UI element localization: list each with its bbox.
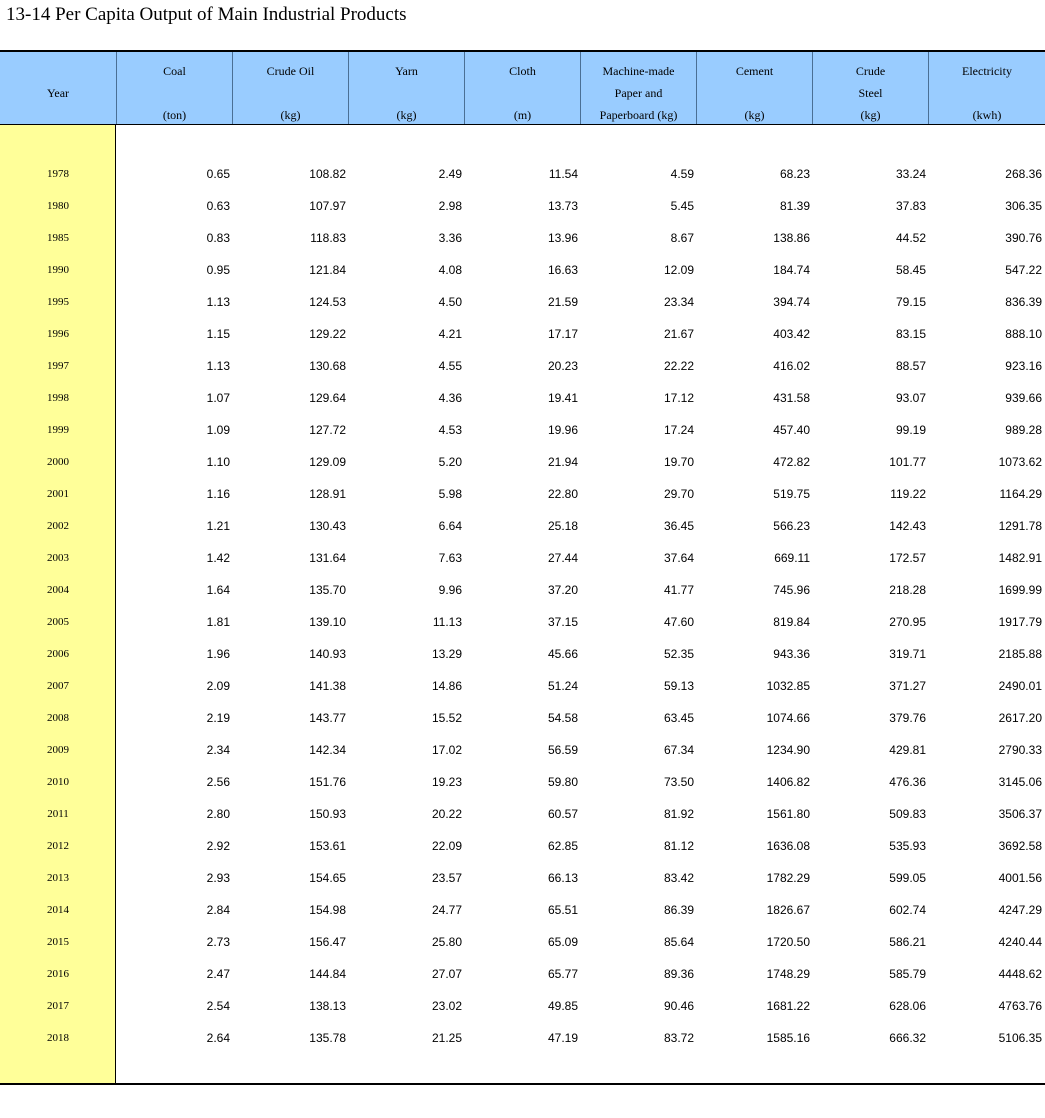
year-cell: 2012: [47, 840, 69, 852]
page-title: 13-14 Per Capita Output of Main Industrial Products: [6, 4, 407, 25]
yarn-cell: 23.57: [431, 871, 462, 885]
year-cell: 2009: [47, 744, 69, 756]
yarn-cell: 3.36: [438, 231, 462, 245]
electricity-cell: 989.28: [1005, 423, 1042, 437]
crude-steel-cell: 33.24: [895, 167, 926, 181]
yarn-cell: 24.77: [431, 903, 462, 917]
year-cell: 2006: [47, 648, 69, 660]
coal-cell: 1.21: [206, 519, 230, 533]
year-cell: 2003: [47, 552, 69, 564]
electricity-cell: 5106.35: [998, 1031, 1042, 1045]
cloth-cell: 13.73: [547, 199, 578, 213]
coal-cell: 1.42: [206, 551, 230, 565]
paper-cell: 37.64: [663, 551, 694, 565]
electricity-cell: 2790.33: [998, 743, 1042, 757]
cement-cell: 1681.22: [766, 999, 810, 1013]
electricity-cell: 547.22: [1005, 263, 1042, 277]
year-cell: 1995: [47, 296, 69, 308]
paper-cell: 59.13: [663, 679, 694, 693]
cement-cell: 943.36: [773, 647, 810, 661]
cement-cell: 68.23: [779, 167, 810, 181]
cement-cell: 457.40: [773, 423, 810, 437]
cement-cell: 745.96: [773, 583, 810, 597]
crude-oil-cell: 118.83: [310, 231, 346, 245]
coal-cell: 0.83: [206, 231, 230, 245]
yarn-cell: 4.55: [438, 359, 462, 373]
electricity-cell: 939.66: [1005, 391, 1042, 405]
yarn-cell: 14.86: [431, 679, 462, 693]
yarn-cell: 4.08: [438, 263, 462, 277]
electricity-cell: 3145.06: [998, 775, 1042, 789]
bottom-rule: [0, 1083, 1045, 1085]
cement-cell: 431.58: [773, 391, 810, 405]
cloth-cell: 22.80: [547, 487, 578, 501]
electricity-cell: 390.76: [1005, 231, 1042, 245]
paper-cell: 81.12: [663, 839, 694, 853]
cement-cell: 416.02: [773, 359, 810, 373]
crude-steel-cell: 535.93: [889, 839, 926, 853]
cloth-cell: 21.94: [547, 455, 578, 469]
yarn-cell: 2.49: [438, 167, 462, 181]
coal-cell: 2.92: [206, 839, 230, 853]
cement-cell: 1782.29: [766, 871, 810, 885]
coal-cell: 2.09: [206, 679, 230, 693]
year-cell: 2000: [47, 456, 69, 468]
cement-cell: 566.23: [773, 519, 810, 533]
yarn-cell: 21.25: [431, 1031, 462, 1045]
yarn-cell: 19.23: [431, 775, 462, 789]
cement-cell: 394.74: [773, 295, 810, 309]
coal-cell: 0.65: [206, 167, 230, 181]
header-crude-oil: Crude Oil (kg): [233, 52, 349, 124]
table-row: [0, 541, 1045, 573]
paper-cell: 90.46: [663, 999, 694, 1013]
table-row: [0, 445, 1045, 477]
crude-steel-cell: 58.45: [895, 263, 926, 277]
crude-oil-cell: 129.09: [309, 455, 346, 469]
cement-cell: 1074.66: [766, 711, 810, 725]
cement-cell: 1561.80: [766, 807, 810, 821]
year-cell: 2008: [47, 712, 69, 724]
cloth-cell: 47.19: [547, 1031, 578, 1045]
crude-steel-cell: 476.36: [889, 775, 926, 789]
table-row: [0, 349, 1045, 381]
crude-steel-cell: 666.32: [889, 1031, 926, 1045]
crude-oil-cell: 151.76: [309, 775, 346, 789]
cloth-cell: 66.13: [547, 871, 578, 885]
header-yarn: Yarn (kg): [349, 52, 465, 124]
year-cell: 1978: [47, 168, 69, 180]
electricity-cell: 268.36: [1005, 167, 1042, 181]
table-row: [0, 797, 1045, 829]
year-cell: 2016: [47, 968, 69, 980]
paper-cell: 5.45: [670, 199, 694, 213]
crude-steel-cell: 79.15: [895, 295, 926, 309]
cement-cell: 519.75: [773, 487, 810, 501]
cement-cell: 1720.50: [766, 935, 810, 949]
paper-cell: 17.12: [663, 391, 694, 405]
crude-oil-cell: 129.22: [309, 327, 346, 341]
table-row: [0, 1021, 1045, 1053]
yarn-cell: 7.63: [438, 551, 462, 565]
electricity-cell: 1073.62: [998, 455, 1042, 469]
cement-cell: 819.84: [773, 615, 810, 629]
crude-oil-cell: 154.65: [309, 871, 346, 885]
electricity-cell: 4448.62: [998, 967, 1042, 981]
crude-steel-cell: 101.77: [889, 455, 926, 469]
coal-cell: 2.34: [206, 743, 230, 757]
year-cell: 2005: [47, 616, 69, 628]
yarn-cell: 27.07: [431, 967, 462, 981]
crude-steel-cell: 585.79: [889, 967, 926, 981]
crude-oil-cell: 142.34: [309, 743, 346, 757]
table-row: [0, 317, 1045, 349]
electricity-cell: 1699.99: [998, 583, 1042, 597]
crude-steel-cell: 379.76: [889, 711, 926, 725]
crude-steel-cell: 270.95: [889, 615, 926, 629]
electricity-cell: 3506.37: [998, 807, 1042, 821]
table-row: [0, 861, 1045, 893]
cement-cell: 1234.90: [766, 743, 810, 757]
cement-cell: 138.86: [773, 231, 810, 245]
electricity-cell: 1917.79: [998, 615, 1042, 629]
paper-cell: 36.45: [663, 519, 694, 533]
paper-cell: 85.64: [663, 935, 694, 949]
cloth-cell: 20.23: [547, 359, 578, 373]
crude-oil-cell: 150.93: [309, 807, 346, 821]
year-cell: 1998: [47, 392, 69, 404]
year-cell: 1990: [47, 264, 69, 276]
table-row: [0, 893, 1045, 925]
year-cell: 2001: [47, 488, 69, 500]
electricity-cell: 888.10: [1005, 327, 1042, 341]
crude-oil-cell: 124.53: [309, 295, 346, 309]
paper-cell: 47.60: [663, 615, 694, 629]
electricity-cell: 2490.01: [998, 679, 1042, 693]
coal-cell: 1.96: [206, 647, 230, 661]
header-cement: Cement (kg): [697, 52, 813, 124]
cement-cell: 1406.82: [766, 775, 810, 789]
crude-oil-cell: 129.64: [309, 391, 346, 405]
crude-steel-cell: 99.19: [895, 423, 926, 437]
cement-cell: 472.82: [773, 455, 810, 469]
crude-oil-cell: 138.13: [309, 999, 346, 1013]
table-row: [0, 957, 1045, 989]
paper-cell: 86.39: [663, 903, 694, 917]
table-row: [0, 989, 1045, 1021]
table-row: [0, 637, 1045, 669]
electricity-cell: 923.16: [1005, 359, 1042, 373]
table-row: [0, 413, 1045, 445]
coal-cell: 1.07: [206, 391, 230, 405]
crude-oil-cell: 121.84: [309, 263, 346, 277]
yarn-cell: 4.50: [438, 295, 462, 309]
cloth-cell: 56.59: [547, 743, 578, 757]
crude-oil-cell: 127.72: [309, 423, 346, 437]
coal-cell: 2.84: [206, 903, 230, 917]
cement-cell: 1585.16: [766, 1031, 810, 1045]
cement-cell: 184.74: [773, 263, 810, 277]
crude-steel-cell: 142.43: [889, 519, 926, 533]
crude-oil-cell: 135.70: [309, 583, 346, 597]
crude-oil-cell: 128.91: [309, 487, 346, 501]
yarn-cell: 11.13: [432, 615, 462, 629]
crude-oil-cell: 131.64: [309, 551, 346, 565]
crude-steel-cell: 509.83: [889, 807, 926, 821]
yarn-cell: 15.52: [431, 711, 462, 725]
year-cell: 1999: [47, 424, 69, 436]
paper-cell: 21.67: [663, 327, 694, 341]
table-body: [0, 157, 1045, 1053]
crude-oil-cell: 140.93: [309, 647, 346, 661]
cloth-cell: 59.80: [547, 775, 578, 789]
paper-cell: 83.72: [663, 1031, 694, 1045]
electricity-cell: 1291.78: [998, 519, 1042, 533]
electricity-cell: 4247.29: [998, 903, 1042, 917]
cement-cell: 403.42: [773, 327, 810, 341]
header-paper: Machine-made Paper and Paperboard (kg): [581, 52, 697, 124]
year-cell: 2002: [47, 520, 69, 532]
year-cell: 2014: [47, 904, 69, 916]
crude-steel-cell: 218.28: [889, 583, 926, 597]
paper-cell: 22.22: [663, 359, 694, 373]
header-crude-steel: Crude Steel (kg): [813, 52, 929, 124]
paper-cell: 8.67: [670, 231, 694, 245]
yarn-cell: 6.64: [438, 519, 462, 533]
crude-steel-cell: 93.07: [895, 391, 926, 405]
electricity-cell: 2185.88: [998, 647, 1042, 661]
coal-cell: 1.13: [206, 359, 230, 373]
coal-cell: 1.15: [206, 327, 230, 341]
paper-cell: 67.34: [663, 743, 694, 757]
cloth-cell: 60.57: [547, 807, 578, 821]
crude-oil-cell: 108.82: [309, 167, 346, 181]
cement-cell: 1826.67: [766, 903, 810, 917]
year-cell: 2011: [47, 808, 69, 820]
crude-steel-cell: 37.83: [895, 199, 926, 213]
electricity-cell: 4763.76: [998, 999, 1042, 1013]
yarn-cell: 4.36: [438, 391, 462, 405]
paper-cell: 29.70: [663, 487, 694, 501]
coal-cell: 1.64: [206, 583, 230, 597]
cloth-cell: 45.66: [547, 647, 578, 661]
yarn-cell: 20.22: [431, 807, 462, 821]
coal-cell: 2.93: [206, 871, 230, 885]
crude-steel-cell: 429.81: [889, 743, 926, 757]
crude-steel-cell: 628.06: [889, 999, 926, 1013]
electricity-cell: 1482.91: [998, 551, 1042, 565]
coal-cell: 1.81: [206, 615, 230, 629]
table-row: [0, 253, 1045, 285]
crude-steel-cell: 83.15: [895, 327, 926, 341]
electricity-cell: 836.39: [1005, 295, 1042, 309]
table-row: [0, 477, 1045, 509]
crude-steel-cell: 586.21: [889, 935, 926, 949]
yarn-cell: 4.21: [438, 327, 462, 341]
table-row: [0, 573, 1045, 605]
cloth-cell: 25.18: [547, 519, 578, 533]
header-year: Year: [0, 52, 117, 124]
yarn-cell: 23.02: [431, 999, 462, 1013]
yarn-cell: 5.98: [438, 487, 462, 501]
cloth-cell: 54.58: [547, 711, 578, 725]
year-cell: 2010: [47, 776, 69, 788]
coal-cell: 2.73: [206, 935, 230, 949]
cement-cell: 1636.08: [766, 839, 810, 853]
table-header: [0, 52, 1045, 124]
cloth-cell: 21.59: [547, 295, 578, 309]
coal-cell: 2.64: [206, 1031, 230, 1045]
coal-cell: 0.95: [206, 263, 230, 277]
table-row: [0, 285, 1045, 317]
yarn-cell: 4.53: [438, 423, 462, 437]
year-cell: 2004: [47, 584, 69, 596]
table-row: [0, 605, 1045, 637]
year-cell: 2015: [47, 936, 69, 948]
yarn-cell: 17.02: [431, 743, 462, 757]
paper-cell: 4.59: [670, 167, 694, 181]
cloth-cell: 11.54: [548, 167, 578, 181]
crude-steel-cell: 88.57: [895, 359, 926, 373]
table-row: [0, 925, 1045, 957]
yarn-cell: 22.09: [431, 839, 462, 853]
crude-oil-cell: 141.38: [309, 679, 346, 693]
cloth-cell: 19.41: [547, 391, 578, 405]
table-row: [0, 829, 1045, 861]
paper-cell: 63.45: [663, 711, 694, 725]
electricity-cell: 4001.56: [998, 871, 1042, 885]
table-row: [0, 157, 1045, 189]
year-cell: 1997: [47, 360, 69, 372]
cloth-cell: 65.77: [547, 967, 578, 981]
crude-steel-cell: 44.52: [895, 231, 926, 245]
paper-cell: 81.92: [663, 807, 694, 821]
yarn-cell: 9.96: [438, 583, 462, 597]
cement-cell: 1748.29: [766, 967, 810, 981]
paper-cell: 17.24: [663, 423, 694, 437]
crude-steel-cell: 119.22: [890, 487, 926, 501]
paper-cell: 41.77: [663, 583, 694, 597]
table-row: [0, 189, 1045, 221]
yarn-cell: 2.98: [438, 199, 462, 213]
crude-oil-cell: 130.43: [309, 519, 346, 533]
cloth-cell: 37.15: [547, 615, 578, 629]
year-cell: 2017: [47, 1000, 69, 1012]
table-row: [0, 669, 1045, 701]
table-row: [0, 221, 1045, 253]
cloth-cell: 19.96: [547, 423, 578, 437]
electricity-cell: 306.35: [1005, 199, 1042, 213]
header-rule: [0, 124, 1045, 125]
table-row: [0, 381, 1045, 413]
paper-cell: 23.34: [663, 295, 694, 309]
paper-cell: 52.35: [663, 647, 694, 661]
electricity-cell: 4240.44: [998, 935, 1042, 949]
header-cloth: Cloth (m): [465, 52, 581, 124]
crude-oil-cell: 153.61: [309, 839, 346, 853]
coal-cell: 1.13: [206, 295, 230, 309]
crude-steel-cell: 602.74: [889, 903, 926, 917]
coal-cell: 2.56: [206, 775, 230, 789]
cement-cell: 1032.85: [766, 679, 810, 693]
crude-steel-cell: 319.71: [889, 647, 926, 661]
year-cell: 1985: [47, 232, 69, 244]
cloth-cell: 51.24: [547, 679, 578, 693]
crude-oil-cell: 130.68: [309, 359, 346, 373]
paper-cell: 19.70: [663, 455, 694, 469]
cloth-cell: 16.63: [547, 263, 578, 277]
electricity-cell: 3692.58: [998, 839, 1042, 853]
cloth-cell: 49.85: [547, 999, 578, 1013]
crude-oil-cell: 143.77: [309, 711, 346, 725]
yarn-cell: 13.29: [431, 647, 462, 661]
cement-cell: 81.39: [779, 199, 810, 213]
electricity-cell: 2617.20: [998, 711, 1042, 725]
cloth-cell: 62.85: [547, 839, 578, 853]
yarn-cell: 5.20: [438, 455, 462, 469]
coal-cell: 1.09: [206, 423, 230, 437]
coal-cell: 2.19: [206, 711, 230, 725]
crude-oil-cell: 156.47: [309, 935, 346, 949]
header-electricity: Electricity (kwh): [962, 64, 1012, 122]
table-row: [0, 701, 1045, 733]
paper-cell: 83.42: [663, 871, 694, 885]
crude-steel-cell: 371.27: [889, 679, 926, 693]
cloth-cell: 13.96: [547, 231, 578, 245]
cement-cell: 669.11: [774, 551, 810, 565]
coal-cell: 2.80: [206, 807, 230, 821]
crude-oil-cell: 135.78: [309, 1031, 346, 1045]
year-cell: 2013: [47, 872, 69, 884]
crude-oil-cell: 107.97: [309, 199, 346, 213]
coal-cell: 2.47: [206, 967, 230, 981]
crude-steel-cell: 599.05: [889, 871, 926, 885]
paper-cell: 73.50: [663, 775, 694, 789]
table-row: [0, 765, 1045, 797]
coal-cell: 1.16: [206, 487, 230, 501]
paper-cell: 12.09: [663, 263, 694, 277]
crude-oil-cell: 139.10: [309, 615, 346, 629]
electricity-cell: 1164.29: [999, 487, 1042, 501]
cloth-cell: 65.09: [547, 935, 578, 949]
coal-cell: 0.63: [206, 199, 230, 213]
year-cell: 1980: [47, 200, 69, 212]
paper-cell: 89.36: [663, 967, 694, 981]
crude-steel-cell: 172.57: [889, 551, 926, 565]
cloth-cell: 17.17: [547, 327, 578, 341]
yarn-cell: 25.80: [431, 935, 462, 949]
cloth-cell: 65.51: [547, 903, 578, 917]
year-cell: 2018: [47, 1032, 69, 1044]
table-row: [0, 733, 1045, 765]
coal-cell: 1.10: [206, 455, 230, 469]
coal-cell: 2.54: [206, 999, 230, 1013]
cloth-cell: 27.44: [547, 551, 578, 565]
table-row: [0, 509, 1045, 541]
crude-oil-cell: 154.98: [309, 903, 346, 917]
year-cell: 1996: [47, 328, 69, 340]
crude-oil-cell: 144.84: [309, 967, 346, 981]
header-coal: Coal (ton): [117, 52, 233, 124]
year-cell: 2007: [47, 680, 69, 692]
cloth-cell: 37.20: [547, 583, 578, 597]
